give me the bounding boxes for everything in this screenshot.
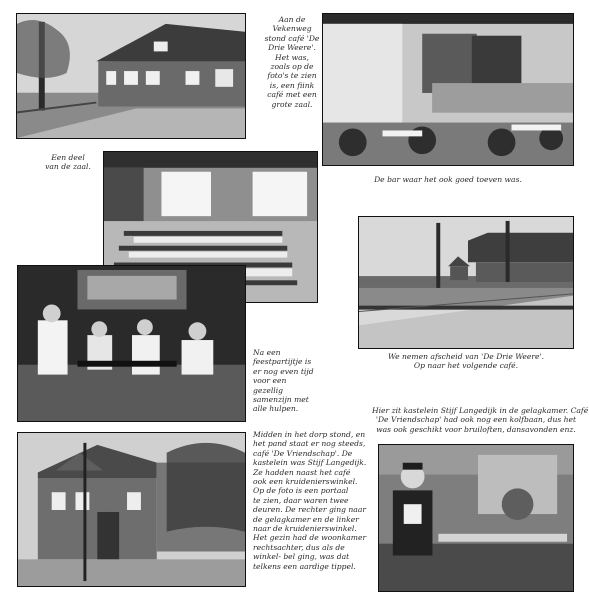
caption-afscheid: We nemen afscheid van 'De Drie Weere'. Op naar het volgende café. [387, 352, 545, 371]
photo-vriendschap-exterior [17, 432, 246, 587]
caption-kastelein: Hier zit kastelein Stijf Langedijk in de gelagkamer. Café 'De Vriendschap' had ook nog een kolfbaan, dus het was ook geschikt voor bruiloften, dansavonden enz. [372, 406, 589, 434]
photo-drie-weere-exterior [16, 13, 246, 139]
caption-vriendschap: Midden in het dorp stond, en het pand staat er nog steeds, café 'De Vriendschap'. De kastelein was Stijf Langedijk. Ze hadden naast het café ook een kruidenierswinkel. Op de foto is een portaal te zien, daar waren twee deuren. De rechter ging naar de gelagkamer en de linker naar de kruidenierswinkel. Het gezin had de woonkamer rechtsachter, dus als de winkel- bel ging, was dat telkens een aardige tippel. [253, 430, 367, 571]
caption-bar: De bar waar het ook goed toeven was. [374, 175, 522, 184]
photo-bar-interior [322, 13, 574, 166]
caption-zaal: Een deel van de zaal. [45, 153, 91, 172]
photo-feestpartij [17, 265, 246, 422]
photo-afscheid-street [358, 216, 574, 349]
caption-drie-weere: Aan de Vekenweg stond café 'De Drie Weere'. Het was, zoals op de foto's te zien is, een fiink café met een grote zaal. [264, 15, 320, 109]
caption-feestpartij: Na een feestpartijtje is er nog even tijd voor een gezellig samenzijn met alle hulpen. [253, 348, 314, 414]
photo-kastelein-gelagkamer [378, 444, 574, 592]
